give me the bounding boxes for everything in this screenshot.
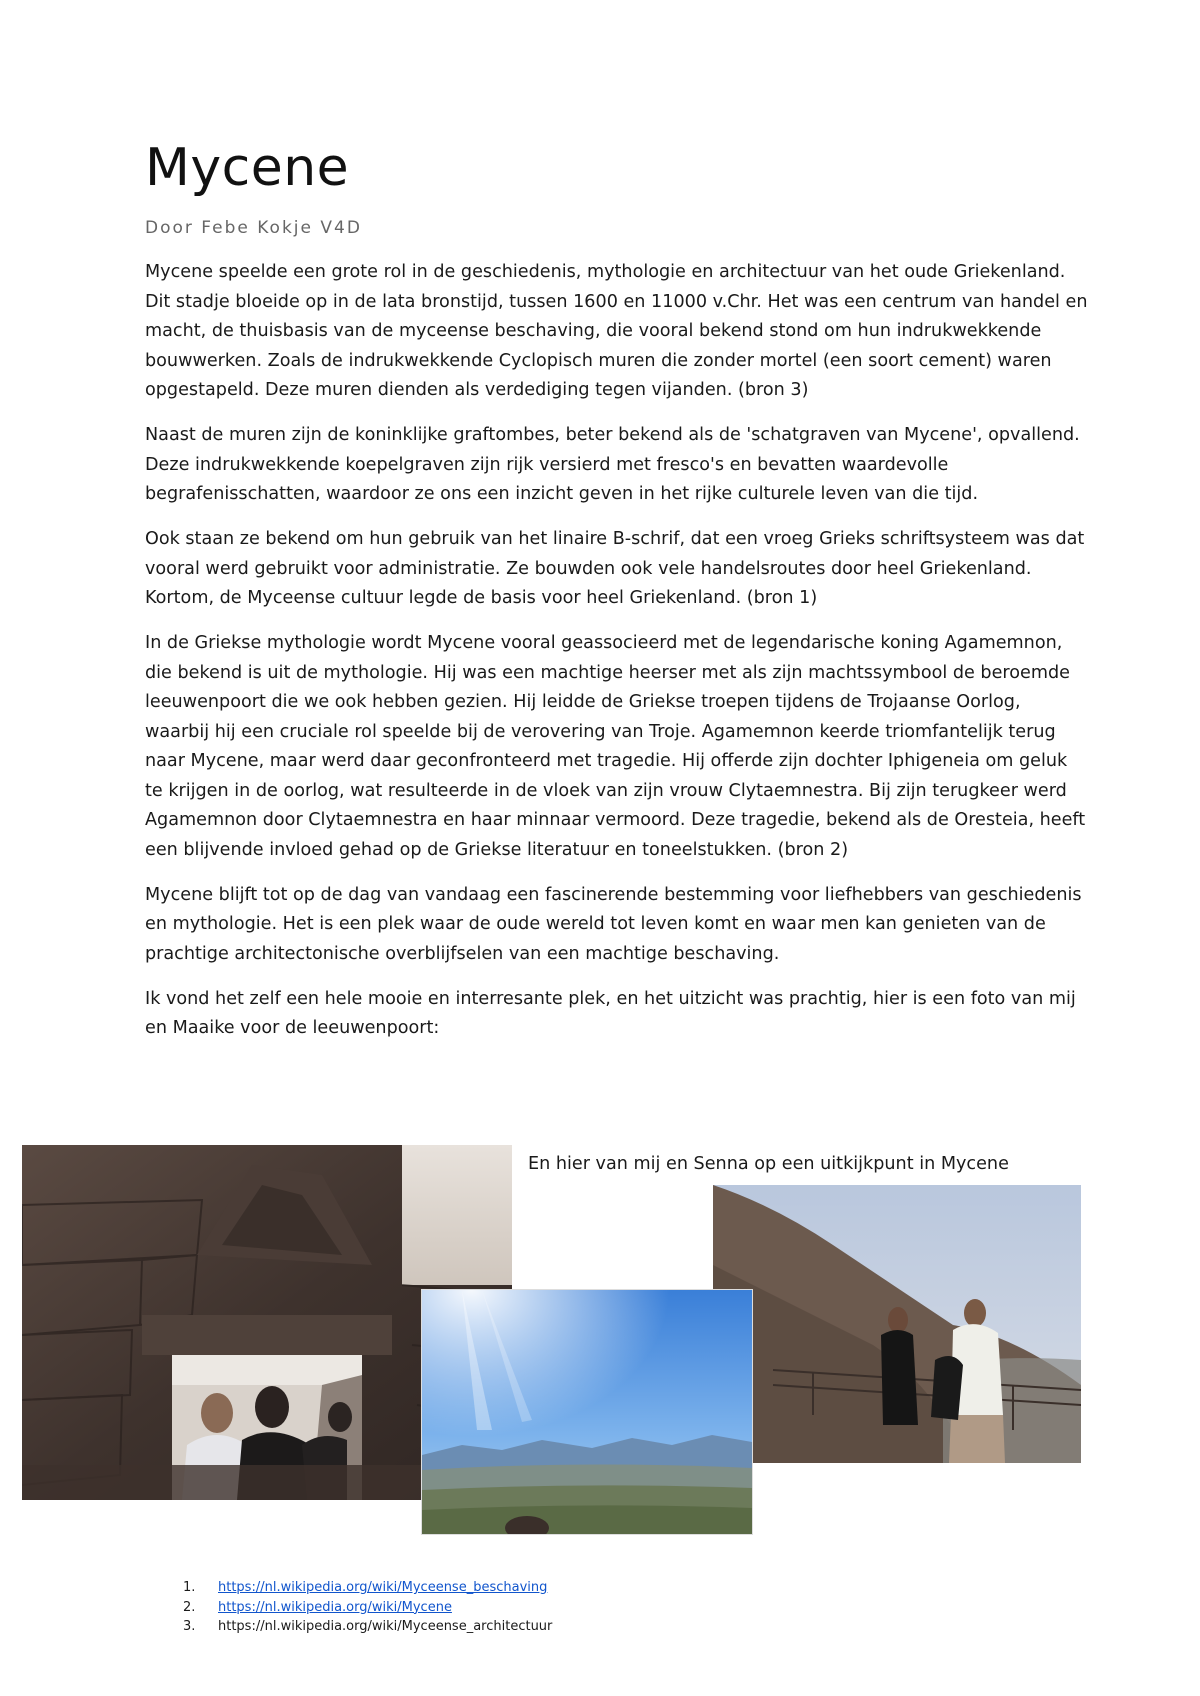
source-link[interactable]: https://nl.wikipedia.org/wiki/Myceense_beschaving — [218, 1580, 548, 1595]
paragraph: Mycene speelde een grote rol in de geschiedenis, mythologie en architectuur van het oude Griekenland. Dit stadje bloeide op in de lata bronstijd, tussen 1600 en 11000 v.Chr. Het was een centrum van handel en macht, de thuisbasis van de myceense beschaving, die vooral bekend stond om hun indrukwekkende bouwwerken. Zoals de indrukwekkende Cyclopisch muren die zonder mortel (een soort cement) waren opgestapeld. Deze muren dienden als verdediging tegen vijanden. (bron 3) — [145, 262, 1088, 400]
paragraph: In de Griekse mythologie wordt Mycene vooral geassocieerd met de legendarische koning Agamemnon, die bekend is uit de mythologie. Hij was een machtige heerser met als zijn machtssymbool de beroemde leeuwenpoort die we ook hebben gezien. Hij leidde de Griekse troepen tijdens de Trojaanse Oorlog, waarbij hij een cruciale rol speelde bij de verovering van Troje. Agamemnon keerde triomfantelijk terug naar Mycene, maar werd daar geconfronteerd met tragedie. Hij offerde zijn dochter Iphigeneia om geluk te krijgen in de oorlog, wat resulteerde in de vloek van zijn vrouw Clytaemnestra. Bij zijn terugkeer werd Agamemnon door Clytaemnestra en haar minnaar vermoord. Deze tragedie, bekend als de Oresteia, heeft een blijvende invloed gehad op de Griekse literatuur en toneelstukken. (bron 2) — [145, 633, 1086, 860]
page-title: Mycene — [145, 138, 350, 198]
paragraph: Mycene blijft tot op de dag van vandaag een fascinerende bestemming voor liefhebbers van geschiedenis en mythologie. Het is een plek waar de oude wereld tot leven komt en waar men kan genieten van de prachtige architectonische overblijfselen van een machtige beschaving. — [145, 884, 1082, 964]
source-text: https://nl.wikipedia.org/wiki/Myceense_architectuur — [218, 1619, 553, 1634]
source-link[interactable]: https://nl.wikipedia.org/wiki/Mycene — [218, 1599, 452, 1615]
source-item — [183, 1578, 552, 1598]
paragraph: Ik vond het zelf een hele mooie en interresante plek, en het uitzicht was prachtig, hier is een foto van mij en Maaike voor de leeuwenpoort: — [145, 988, 1076, 1038]
page-subtitle: Door Febe Kokje V4D — [145, 218, 362, 238]
source-item — [183, 1617, 553, 1637]
source-number: 2. — [183, 1599, 196, 1615]
body-text — [145, 258, 1090, 1059]
photo-caption: En hier van mij en Senna op een uitkijkpunt in Mycene — [528, 1154, 1009, 1174]
sky-view-photo — [422, 1290, 752, 1534]
source-number: 1. — [183, 1580, 196, 1595]
paragraph: Naast de muren zijn de koninklijke graftombes, beter bekend als de 'schatgraven van Mycene', opvallend. Deze indrukwekkende koepelgraven zijn rijk versierd met fresco's en bevatten waardevolle begrafenisschatten, waardoor ze ons een inzicht geven in het rijke culturele leven van die tijd. — [145, 425, 1080, 504]
paragraph: Ook staan ze bekend om hun gebruik van het linaire B-schrif, dat een vroeg Grieks schriftsysteem was dat vooral werd gebruikt voor administratie. Ze bouwden ook vele handelsroutes door heel Griekenland. Kortom, de Myceense cultuur legde de basis voor heel Griekenland. (bron 1) — [145, 529, 1085, 608]
source-item — [183, 1598, 552, 1618]
sources-list — [183, 1578, 553, 1637]
source-number: 3. — [183, 1619, 196, 1634]
hillside-photo — [713, 1185, 1081, 1463]
